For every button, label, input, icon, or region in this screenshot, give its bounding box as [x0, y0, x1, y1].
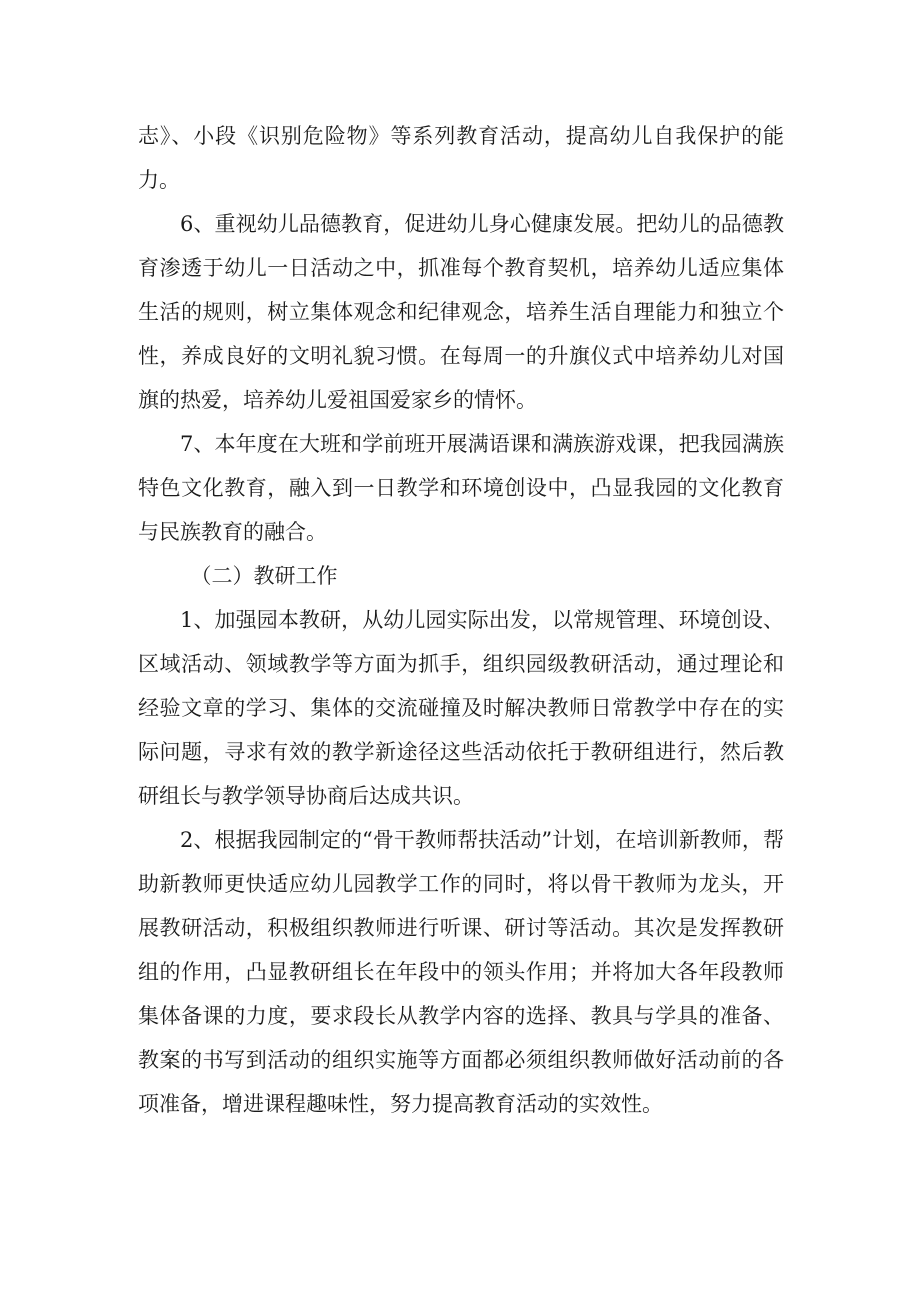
paragraph-research-2: 2、根据我园制定的“骨干教师帮扶活动”计划，在培训新教师，帮助新教师更快适应幼儿园教学工作的同时，将以骨干教师为龙头，开展教研活动，积极组织教师进行听课、研讨等活动。其次是发挥教研组的作用，凸显教研组长在年段中的领头作用；并将加大各年段教师集体备课的力度，要求段长从教学内容的选择、教具与学具的准备、教案的书写到活动的组织实施等方面都必须组织教师做好活动前的各项准备，增进课程趣味性，努力提高教育活动的实效性。 [138, 828, 784, 1116]
paragraph-continued: 志》、小段《识别危险物》等系列教育活动，提高幼儿自我保护的能力。 [138, 124, 784, 192]
section-heading: （二）教研工作 [190, 564, 338, 588]
document-page [138, 114, 784, 1126]
paragraph-item-7: 7、本年度在大班和学前班开展满语课和满族游戏课，把我园满族特色文化教育，融入到一日教学和环境创设中，凸显我园的文化教育与民族教育的融合。 [138, 432, 784, 544]
paragraph-item-6: 6、重视幼儿品德教育，促进幼儿身心健康发展。把幼儿的品德教育渗透于幼儿一日活动之中，抓准每个教育契机，培养幼儿适应集体生活的规则，树立集体观念和纪律观念，培养生活自理能力和独立个性，养成良好的文明礼貌习惯。在每周一的升旗仪式中培养幼儿对国旗的热爱，培养幼儿爱祖国爱家乡的情怀。 [138, 212, 784, 412]
paragraph-research-1: 1、加强园本教研，从幼儿园实际出发，以常规管理、环境创设、区域活动、领域教学等方面为抓手，组织园级教研活动，通过理论和经验文章的学习、集体的交流碰撞及时解决教师日常教学中存在的实际问题，寻求有效的教学新途径这些活动依托于教研组进行，然后教研组长与教学领导协商后达成共识。 [138, 608, 784, 808]
